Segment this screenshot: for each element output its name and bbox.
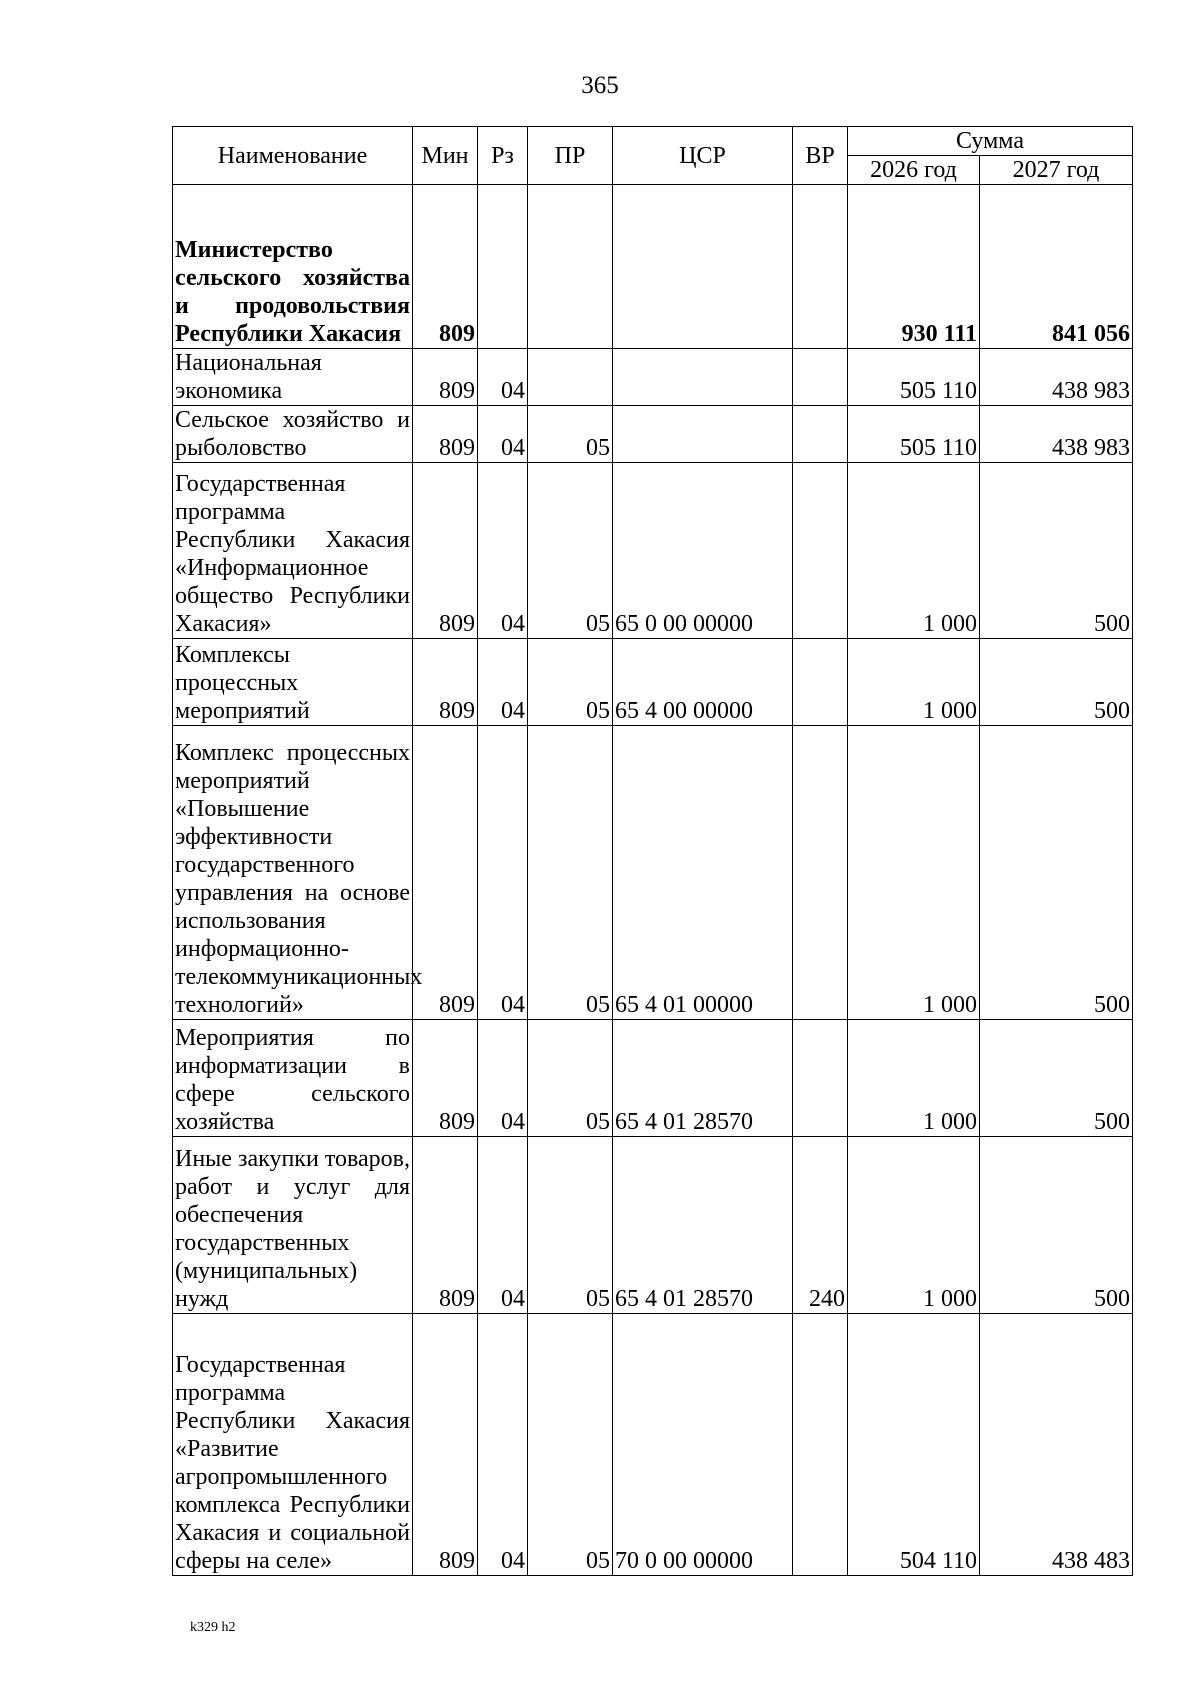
footer-code: k329 h2 [190,1620,236,1635]
table-row [173,406,1133,463]
table-row [173,463,1133,639]
row-min: 809 [413,185,478,349]
row-amount-2027: 438 483 [980,1314,1133,1576]
row-vr [793,639,848,726]
row-pr: 05 [528,1314,613,1576]
row-min: 809 [413,1314,478,1576]
row-vr [793,463,848,639]
row-amount-2026: 1 000 [848,463,980,639]
row-rz [478,185,528,349]
row-csr [613,349,793,406]
row-csr: 70 0 00 00000 [613,1314,793,1576]
header-year-2026: 2026 год [848,156,980,185]
row-amount-2026: 1 000 [848,726,980,1020]
row-rz: 04 [478,1314,528,1576]
row-pr [528,349,613,406]
row-pr: 05 [528,1020,613,1137]
row-min: 809 [413,726,478,1020]
row-csr: 65 4 01 28570 [613,1020,793,1137]
row-min: 809 [413,1020,478,1137]
row-csr [613,185,793,349]
row-amount-2026: 505 110 [848,406,980,463]
header-sum: Сумма [848,127,1133,156]
row-name: Сельское хозяйство и рыболовство [173,406,413,463]
table-row [173,639,1133,726]
header-csr: ЦСР [613,127,793,185]
row-rz: 04 [478,1137,528,1314]
row-vr [793,726,848,1020]
row-amount-2026: 1 000 [848,1137,980,1314]
row-vr [793,1314,848,1576]
header-vr: ВР [793,127,848,185]
row-name: Мероприятия по информатизации в сфере сельского хозяйства [173,1020,413,1137]
table-row [173,1020,1133,1137]
row-name: Министерство сельского хозяйства и продовольствия Республики Хакасия [173,185,413,349]
row-vr [793,185,848,349]
row-amount-2027: 841 056 [980,185,1133,349]
row-name: Государственная программа Республики Хакасия «Развитие агропромышленного комплекса Республики Хакасия и социальной сферы на селе» [173,1314,413,1576]
row-pr: 05 [528,463,613,639]
row-name: Комплексы процессных мероприятий [173,639,413,726]
row-pr: 05 [528,1137,613,1314]
table-row [173,1137,1133,1314]
header-name: Наименование [173,127,413,185]
row-amount-2026: 1 000 [848,1020,980,1137]
header-rz: Рз [478,127,528,185]
row-rz: 04 [478,639,528,726]
row-name: Национальная экономика [173,349,413,406]
row-amount-2027: 438 983 [980,349,1133,406]
row-vr [793,406,848,463]
row-min: 809 [413,463,478,639]
row-pr [528,185,613,349]
row-min: 809 [413,1137,478,1314]
row-csr: 65 4 01 00000 [613,726,793,1020]
row-csr: 65 4 01 28570 [613,1137,793,1314]
row-amount-2026: 1 000 [848,639,980,726]
row-amount-2027: 438 983 [980,406,1133,463]
row-csr: 65 0 00 00000 [613,463,793,639]
row-name: Государственная программа Республики Хакасия «Информационное общество Республики Хакасия» [173,463,413,639]
row-amount-2026: 930 111 [848,185,980,349]
row-vr: 240 [793,1137,848,1314]
row-pr: 05 [528,726,613,1020]
row-amount-2027: 500 [980,463,1133,639]
row-csr: 65 4 00 00000 [613,639,793,726]
page-number: 365 [581,72,619,99]
table-row [173,349,1133,406]
row-min: 809 [413,406,478,463]
row-amount-2027: 500 [980,1020,1133,1137]
table-row [173,1314,1133,1576]
row-name: Иные закупки товаров, работ и услуг для обеспечения государственных (муниципальных) нужд [173,1137,413,1314]
header-min: Мин [413,127,478,185]
row-rz: 04 [478,406,528,463]
row-rz: 04 [478,349,528,406]
row-pr: 05 [528,406,613,463]
row-vr [793,1020,848,1137]
row-vr [793,349,848,406]
row-amount-2026: 505 110 [848,349,980,406]
row-rz: 04 [478,726,528,1020]
row-min: 809 [413,639,478,726]
table-row [173,185,1133,349]
table-row [173,726,1133,1020]
row-min: 809 [413,349,478,406]
row-rz: 04 [478,463,528,639]
header-pr: ПР [528,127,613,185]
row-amount-2027: 500 [980,1137,1133,1314]
header-year-2027: 2027 год [980,156,1133,185]
row-name: Комплекс процессных мероприятий «Повышение эффективности государственного управления на основе использования информационно-телекоммуникационных технологий» [173,726,413,1020]
row-csr [613,406,793,463]
row-amount-2027: 500 [980,639,1133,726]
row-pr: 05 [528,639,613,726]
budget-table [172,126,1133,1576]
row-rz: 04 [478,1020,528,1137]
row-amount-2027: 500 [980,726,1133,1020]
row-amount-2026: 504 110 [848,1314,980,1576]
